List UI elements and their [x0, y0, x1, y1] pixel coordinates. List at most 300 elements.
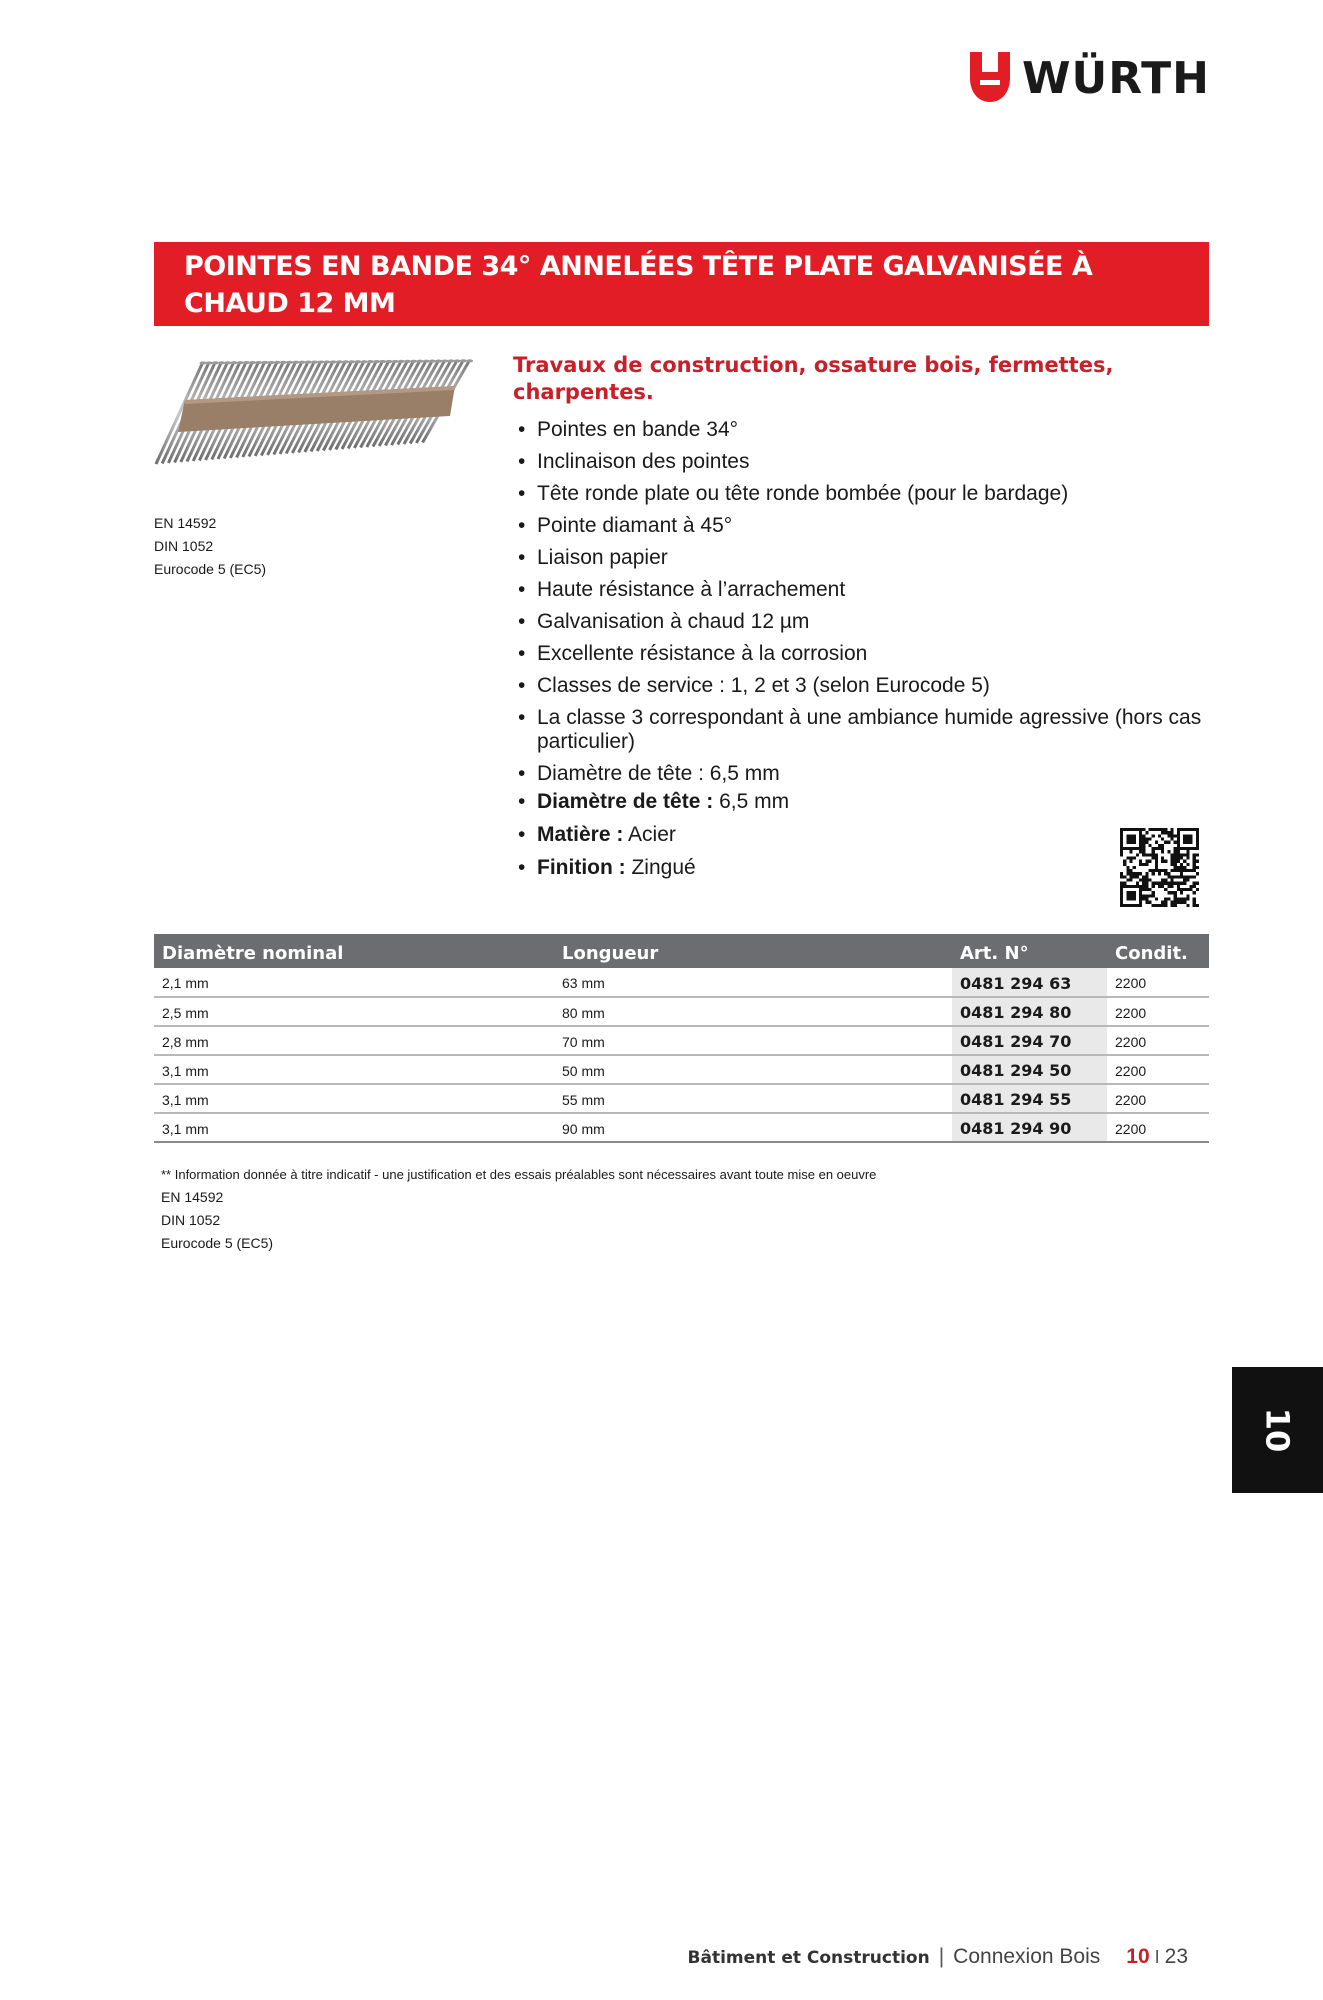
qr-module	[1145, 863, 1148, 866]
qr-module	[1167, 898, 1170, 901]
qr-module	[1196, 831, 1199, 834]
footer-page-separator: I	[1154, 1947, 1160, 1967]
table-row	[154, 997, 1209, 1026]
qr-module	[1148, 853, 1151, 856]
qr-module	[1139, 834, 1142, 837]
qr-module	[1126, 879, 1129, 882]
feature-item: • Excellente résistance à la corrosion	[513, 642, 1213, 666]
cell-diameter: 2,8 mm	[154, 1026, 554, 1055]
nail-head	[293, 361, 300, 364]
qr-module	[1186, 888, 1189, 891]
qr-module	[1126, 856, 1129, 859]
qr-module	[1129, 885, 1132, 888]
qr-module	[1174, 901, 1177, 904]
footer-section: Bâtiment et Construction	[687, 1948, 930, 1968]
qr-module	[1120, 850, 1123, 853]
nail-head	[392, 360, 399, 363]
footer-subsection: Connexion Bois	[953, 1945, 1101, 1968]
qr-module	[1174, 869, 1177, 872]
qr-module	[1139, 863, 1142, 866]
qr-module	[1190, 888, 1193, 891]
product-title-bar	[154, 242, 1209, 356]
qr-module	[1177, 847, 1180, 850]
qr-module	[1152, 882, 1155, 885]
nail-head	[212, 361, 219, 364]
qr-module	[1186, 898, 1189, 901]
qr-module	[1180, 853, 1183, 856]
qr-module	[1186, 894, 1189, 897]
qr-module	[1139, 894, 1142, 897]
qr-module	[1129, 872, 1132, 875]
qr-module	[1183, 847, 1186, 850]
qr-module	[1164, 828, 1167, 831]
qr-module	[1164, 872, 1167, 875]
qr-module	[1148, 888, 1151, 891]
qr-module	[1177, 898, 1180, 901]
nail-head	[448, 359, 455, 362]
qr-module	[1171, 882, 1174, 885]
qr-module	[1129, 860, 1132, 863]
qr-module	[1133, 866, 1136, 869]
qr-module	[1167, 885, 1170, 888]
nail-head	[435, 360, 442, 363]
qr-module	[1177, 869, 1180, 872]
qr-module	[1177, 828, 1180, 831]
qr-module	[1129, 828, 1132, 831]
qr-module	[1142, 885, 1145, 888]
qr-module	[1158, 844, 1161, 847]
qr-module	[1177, 853, 1180, 856]
qr-module	[1186, 875, 1189, 878]
qr-module	[1174, 860, 1177, 863]
qr-module	[1145, 882, 1148, 885]
qr-module	[1142, 834, 1145, 837]
nail-head	[317, 360, 324, 363]
qr-module	[1196, 828, 1199, 831]
qr-module	[1142, 841, 1145, 844]
note-norm: DIN 1052	[161, 1212, 221, 1228]
nail-head	[206, 361, 213, 364]
qr-module	[1174, 904, 1177, 907]
cell-art-number: 0481 294 50	[952, 1055, 1107, 1084]
feature-item: • La classe 3 correspondant à une ambiance humide agressive (hors cas particulier)	[513, 706, 1213, 754]
qr-module	[1139, 850, 1142, 853]
qr-module	[1129, 891, 1132, 894]
qr-module	[1161, 885, 1164, 888]
disclaimer-note: ** Information donnée à titre indicatif - une justification et des essais préalables sont nécessaires avant toute mise en oeuvre	[161, 1167, 877, 1182]
qr-module	[1186, 856, 1189, 859]
feature-item: • Pointe diamant à 45°	[513, 514, 1213, 538]
qr-module	[1155, 898, 1158, 901]
qr-module	[1171, 853, 1174, 856]
qr-module	[1164, 882, 1167, 885]
qr-module	[1190, 869, 1193, 872]
qr-module	[1161, 879, 1164, 882]
qr-module	[1193, 901, 1196, 904]
qr-module	[1180, 847, 1183, 850]
qr-module	[1190, 847, 1193, 850]
qr-module	[1164, 898, 1167, 901]
qr-module	[1161, 856, 1164, 859]
qr-module	[1193, 866, 1196, 869]
qr-module	[1142, 875, 1145, 878]
spec-item-head-diameter: • Diamètre de tête : 6,5 mm	[513, 790, 1213, 814]
qr-module	[1120, 904, 1123, 907]
qr-module	[1145, 875, 1148, 878]
spec-item-finish: • Finition : Zingué	[513, 856, 1213, 880]
qr-module	[1190, 875, 1193, 878]
qr-module	[1161, 869, 1164, 872]
cell-art-number: 0481 294 70	[952, 1026, 1107, 1055]
cell-condit: 2200	[1107, 1113, 1209, 1142]
qr-module	[1120, 831, 1123, 834]
feature-item: • Liaison papier	[513, 546, 1213, 570]
qr-module	[1174, 841, 1177, 844]
qr-module	[1142, 847, 1145, 850]
qr-module	[1139, 847, 1142, 850]
feature-item: • Pointes en bande 34°	[513, 418, 1213, 442]
qr-module	[1190, 828, 1193, 831]
qr-module	[1186, 869, 1189, 872]
nail-head	[423, 360, 430, 363]
qr-module	[1177, 901, 1180, 904]
qr-module	[1180, 856, 1183, 859]
qr-module	[1174, 891, 1177, 894]
footer-chapter-page: 10	[1126, 1945, 1150, 1968]
qr-module	[1152, 834, 1155, 837]
qr-module	[1190, 837, 1193, 840]
table-row	[154, 1084, 1209, 1113]
nail-head	[243, 361, 250, 364]
table-row	[154, 1026, 1209, 1055]
qr-module	[1142, 882, 1145, 885]
qr-module	[1133, 875, 1136, 878]
table-header-row	[154, 934, 1209, 968]
nail-head	[280, 361, 287, 364]
qr-module	[1171, 831, 1174, 834]
qr-module	[1164, 879, 1167, 882]
nail-head	[336, 360, 343, 363]
qr-module	[1196, 853, 1199, 856]
qr-module	[1167, 872, 1170, 875]
qr-module	[1155, 863, 1158, 866]
qr-module	[1177, 882, 1180, 885]
qr-module	[1120, 882, 1123, 885]
qr-module	[1136, 882, 1139, 885]
qr-module	[1180, 875, 1183, 878]
qr-module	[1142, 828, 1145, 831]
qr-module	[1186, 847, 1189, 850]
qr-module	[1196, 837, 1199, 840]
qr-module	[1174, 898, 1177, 901]
qr-module	[1164, 904, 1167, 907]
nail-head	[348, 360, 355, 363]
qr-module	[1129, 875, 1132, 878]
qr-module	[1193, 853, 1196, 856]
qr-module	[1180, 882, 1183, 885]
qr-module	[1183, 898, 1186, 901]
qr-module	[1139, 841, 1142, 844]
qr-module	[1148, 879, 1151, 882]
qr-module	[1139, 888, 1142, 891]
qr-module	[1193, 885, 1196, 888]
nail-head	[454, 359, 461, 362]
qr-module	[1180, 898, 1183, 901]
qr-module	[1148, 837, 1151, 840]
nail-head	[460, 359, 467, 362]
qr-module	[1123, 863, 1126, 866]
nail-head	[342, 360, 349, 363]
feature-item: • Classes de service : 1, 2 et 3 (selon Eurocode 5)	[513, 674, 1213, 698]
qr-module	[1171, 828, 1174, 831]
qr-module	[1167, 834, 1170, 837]
cell-length: 80 mm	[554, 997, 952, 1026]
qr-module	[1171, 860, 1174, 863]
qr-module	[1133, 891, 1136, 894]
qr-module	[1136, 875, 1139, 878]
qr-module	[1136, 872, 1139, 875]
qr-module	[1177, 860, 1180, 863]
qr-module	[1155, 869, 1158, 872]
qr-module	[1186, 828, 1189, 831]
cell-length: 63 mm	[554, 968, 952, 997]
qr-module	[1129, 904, 1132, 907]
qr-module	[1186, 837, 1189, 840]
qr-module	[1139, 885, 1142, 888]
qr-module	[1167, 831, 1170, 834]
qr-module	[1193, 863, 1196, 866]
qr-module	[1177, 850, 1180, 853]
table-row	[154, 1055, 1209, 1084]
qr-module	[1183, 888, 1186, 891]
qr-module	[1155, 847, 1158, 850]
qr-module	[1152, 885, 1155, 888]
qr-module	[1193, 860, 1196, 863]
qr-module	[1126, 847, 1129, 850]
qr-module	[1123, 885, 1126, 888]
footnotes	[161, 1163, 876, 1255]
qr-module	[1167, 891, 1170, 894]
qr-module	[1139, 879, 1142, 882]
nail-head	[224, 361, 231, 364]
qr-module	[1120, 898, 1123, 901]
product-title-line-1: POINTES EN BANDE 34° ANNELÉES TÊTE PLATE GALVANISÉE À CHAUD 12 MM	[184, 251, 1093, 319]
wurth-logo-mark-icon	[966, 52, 1014, 104]
qr-module	[1152, 904, 1155, 907]
chapter-number: 10	[1258, 1407, 1297, 1453]
qr-module	[1183, 901, 1186, 904]
qr-module	[1145, 872, 1148, 875]
qr-module	[1183, 860, 1186, 863]
cell-diameter: 2,5 mm	[154, 997, 554, 1026]
qr-module	[1177, 841, 1180, 844]
qr-module	[1171, 904, 1174, 907]
qr-module	[1158, 882, 1161, 885]
qr-module	[1186, 850, 1189, 853]
nail-head	[417, 360, 424, 363]
nail-head	[361, 360, 368, 363]
qr-module	[1180, 869, 1183, 872]
qr-module	[1186, 841, 1189, 844]
qr-module	[1196, 872, 1199, 875]
cell-length: 50 mm	[554, 1055, 952, 1084]
qr-module	[1158, 869, 1161, 872]
qr-module	[1142, 844, 1145, 847]
qr-module	[1152, 869, 1155, 872]
qr-module	[1174, 856, 1177, 859]
qr-module	[1129, 847, 1132, 850]
qr-module	[1174, 875, 1177, 878]
cell-condit: 2200	[1107, 1055, 1209, 1084]
note-norm: Eurocode 5 (EC5)	[161, 1235, 274, 1251]
qr-module	[1155, 856, 1158, 859]
table-row	[154, 1113, 1209, 1142]
qr-module	[1174, 853, 1177, 856]
qr-module	[1183, 837, 1186, 840]
qr-module	[1120, 901, 1123, 904]
qr-module	[1136, 904, 1139, 907]
page-footer	[688, 1945, 1188, 1969]
qr-module	[1120, 844, 1123, 847]
qr-module	[1126, 872, 1129, 875]
cell-diameter: 2,1 mm	[154, 968, 554, 997]
qr-module	[1123, 860, 1126, 863]
qr-module	[1129, 837, 1132, 840]
qr-module	[1183, 879, 1186, 882]
qr-module	[1133, 828, 1136, 831]
nail-head	[441, 359, 448, 362]
nail-head	[200, 361, 207, 364]
qr-module	[1129, 879, 1132, 882]
qr-module	[1142, 853, 1145, 856]
nail-head	[367, 360, 374, 363]
qr-module	[1148, 869, 1151, 872]
qr-module	[1161, 847, 1164, 850]
qr-module	[1174, 866, 1177, 869]
qr-module	[1129, 834, 1132, 837]
qr-module	[1145, 860, 1148, 863]
nail-head	[249, 361, 256, 364]
qr-module	[1193, 891, 1196, 894]
qr-module	[1186, 863, 1189, 866]
qr-module	[1145, 894, 1148, 897]
spec-item-material: • Matière : Acier	[513, 823, 1213, 847]
cell-art-number: 0481 294 80	[952, 997, 1107, 1026]
norm-item: Eurocode 5 (EC5)	[154, 561, 267, 577]
nail-head	[237, 361, 244, 364]
qr-code-icon[interactable]	[1120, 828, 1199, 907]
qr-module	[1123, 904, 1126, 907]
qr-module	[1120, 875, 1123, 878]
qr-module	[1148, 860, 1151, 863]
qr-module	[1155, 882, 1158, 885]
qr-module	[1142, 837, 1145, 840]
qr-module	[1133, 847, 1136, 850]
qr-module	[1136, 853, 1139, 856]
qr-module	[1183, 834, 1186, 837]
feature-item: • Haute résistance à l’arrachement	[513, 578, 1213, 602]
qr-module	[1155, 853, 1158, 856]
article-table	[154, 934, 1209, 1143]
qr-module	[1161, 860, 1164, 863]
qr-module	[1183, 841, 1186, 844]
qr-module	[1186, 904, 1189, 907]
qr-module	[1164, 869, 1167, 872]
qr-module	[1120, 894, 1123, 897]
nail-head	[404, 360, 411, 363]
qr-module	[1120, 872, 1123, 875]
nail-head	[373, 360, 380, 363]
qr-module	[1126, 885, 1129, 888]
qr-module	[1174, 882, 1177, 885]
qr-module	[1183, 882, 1186, 885]
norm-item: DIN 1052	[154, 538, 214, 554]
qr-module	[1152, 891, 1155, 894]
nail-head	[330, 360, 337, 363]
qr-module	[1196, 866, 1199, 869]
qr-module	[1145, 841, 1148, 844]
qr-module	[1139, 837, 1142, 840]
nail-head	[268, 361, 275, 364]
qr-module	[1164, 831, 1167, 834]
qr-module	[1145, 885, 1148, 888]
qr-module	[1139, 901, 1142, 904]
application-subtitle: Travaux de construction, ossature bois, fermettes, charpentes.	[513, 353, 1114, 404]
qr-module	[1142, 898, 1145, 901]
feature-item: • Inclinaison des pointes	[513, 450, 1213, 474]
features-list	[513, 418, 1213, 889]
qr-module	[1193, 828, 1196, 831]
qr-module	[1133, 898, 1136, 901]
chapter-tab[interactable]	[1232, 1367, 1323, 1493]
nail-head	[410, 360, 417, 363]
qr-module	[1123, 882, 1126, 885]
qr-module	[1171, 879, 1174, 882]
nail-head	[286, 361, 293, 364]
qr-module	[1120, 847, 1123, 850]
qr-module	[1129, 841, 1132, 844]
qr-module	[1171, 837, 1174, 840]
nail-head	[466, 359, 473, 362]
qr-module	[1196, 888, 1199, 891]
qr-module	[1155, 828, 1158, 831]
qr-module	[1161, 837, 1164, 840]
qr-module	[1174, 850, 1177, 853]
qr-module	[1133, 885, 1136, 888]
qr-module	[1164, 888, 1167, 891]
qr-module	[1155, 904, 1158, 907]
qr-module	[1126, 869, 1129, 872]
qr-module	[1164, 901, 1167, 904]
qr-module	[1120, 888, 1123, 891]
qr-module	[1136, 828, 1139, 831]
qr-module	[1129, 850, 1132, 853]
qr-module	[1186, 879, 1189, 882]
qr-module	[1161, 901, 1164, 904]
qr-module	[1171, 834, 1174, 837]
cell-art-number: 0481 294 63	[952, 968, 1107, 997]
qr-module	[1193, 856, 1196, 859]
cell-condit: 2200	[1107, 968, 1209, 997]
qr-module	[1196, 904, 1199, 907]
qr-module	[1158, 834, 1161, 837]
qr-module	[1123, 875, 1126, 878]
nail-head	[355, 360, 362, 363]
qr-module	[1161, 882, 1164, 885]
qr-module	[1152, 872, 1155, 875]
qr-module	[1196, 847, 1199, 850]
cell-diameter: 3,1 mm	[154, 1055, 554, 1084]
